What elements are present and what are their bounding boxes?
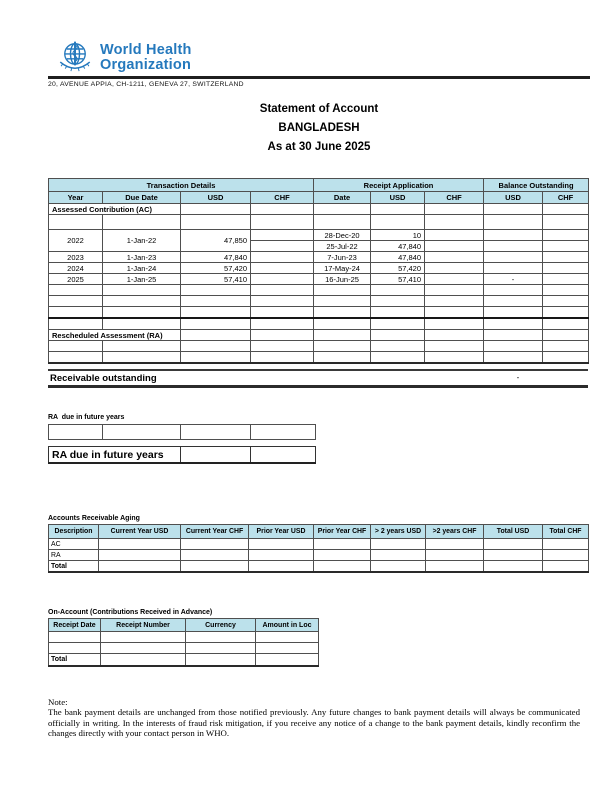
receipt-date-cell: 25-Jul-22 — [314, 241, 371, 252]
cell — [181, 561, 249, 573]
cell — [484, 307, 543, 319]
cell — [543, 296, 589, 307]
cell — [543, 215, 589, 230]
cell — [181, 307, 251, 319]
cell — [101, 654, 186, 667]
statement-table — [48, 178, 589, 364]
cell — [181, 204, 251, 215]
cell — [426, 561, 484, 573]
cell — [484, 204, 543, 215]
cell — [99, 561, 181, 573]
cell — [251, 204, 314, 215]
cell — [256, 643, 319, 654]
cell — [251, 341, 314, 352]
group-header-transaction-details: Transaction Details — [49, 179, 314, 192]
cell — [314, 296, 371, 307]
cell — [181, 550, 249, 561]
cell — [249, 550, 314, 561]
cell — [425, 341, 484, 352]
cell — [49, 215, 103, 230]
col-header-chf: CHF — [425, 192, 484, 204]
cell — [251, 330, 314, 341]
cell — [543, 550, 589, 561]
ra-future-box-row — [49, 447, 316, 464]
note-label: Note: — [48, 697, 68, 707]
cell — [103, 307, 181, 319]
cell — [543, 330, 589, 341]
cell — [251, 274, 314, 285]
cell — [426, 539, 484, 550]
title-line-2: BANGLADESH — [278, 122, 360, 134]
col-header-over2years-chf: >2 years CHF — [426, 525, 484, 539]
cell — [543, 263, 589, 274]
cell — [484, 341, 543, 352]
ar-aging-row-ac — [49, 539, 589, 550]
on-account-header-row — [49, 619, 319, 632]
cell — [425, 241, 484, 252]
data-row-2022a — [49, 230, 589, 241]
empty-row — [49, 318, 589, 330]
cell — [543, 241, 589, 252]
cell — [256, 654, 319, 667]
col-header-prior-year-chf: Prior Year CHF — [314, 525, 371, 539]
section-row-ac — [49, 204, 589, 215]
cell — [426, 550, 484, 561]
cell — [249, 561, 314, 573]
cell — [186, 632, 256, 643]
cell — [484, 296, 543, 307]
due-date-cell: 1-Jan-22 — [103, 230, 181, 252]
cell — [256, 632, 319, 643]
usd-cell: 57,420 — [181, 263, 251, 274]
receivable-outstanding-balance: - — [516, 373, 520, 382]
cell — [181, 352, 251, 364]
cell — [181, 341, 251, 352]
col-header-total-chf: Total CHF — [543, 525, 589, 539]
cell — [371, 296, 425, 307]
data-row-2023 — [49, 252, 589, 263]
year-cell: 2024 — [49, 263, 103, 274]
who-logo-text — [100, 43, 192, 73]
receipt-usd-cell: 10 — [371, 230, 425, 241]
receipt-usd-cell: 57,410 — [371, 274, 425, 285]
cell — [103, 425, 181, 440]
cell — [99, 550, 181, 561]
col-header-date: Date — [314, 192, 371, 204]
on-account-total-row — [49, 654, 319, 667]
cell — [484, 230, 543, 241]
cell — [103, 285, 181, 296]
cell — [371, 215, 425, 230]
row-label-ac: AC — [49, 539, 99, 550]
cell — [484, 550, 543, 561]
year-cell: 2023 — [49, 252, 103, 263]
cell — [49, 632, 101, 643]
group-header-balance-outstanding: Balance Outstanding — [484, 179, 589, 192]
cell — [251, 296, 314, 307]
col-header-year: Year — [49, 192, 103, 204]
cell — [49, 352, 103, 364]
cell — [181, 539, 249, 550]
cell — [49, 307, 103, 319]
receivable-outstanding-bar — [48, 369, 588, 388]
cell — [101, 643, 186, 654]
receipt-usd-cell: 47,840 — [371, 252, 425, 263]
cell — [251, 318, 314, 330]
usd-cell: 57,410 — [181, 274, 251, 285]
title-line-3: As at 30 June 2025 — [267, 141, 371, 153]
ar-aging-title: Accounts Receivable Aging — [48, 515, 140, 522]
column-header-row — [49, 192, 589, 204]
cell — [103, 318, 181, 330]
cell — [251, 252, 314, 263]
cell — [425, 204, 484, 215]
cell — [101, 632, 186, 643]
cell — [484, 285, 543, 296]
due-date-cell: 1-Jan-23 — [103, 252, 181, 263]
cell — [371, 539, 426, 550]
ra-future-small-label: RA due in future years — [48, 414, 125, 421]
on-account-table — [48, 618, 319, 667]
year-cell: 2022 — [49, 230, 103, 252]
data-row-2025 — [49, 274, 589, 285]
col-header-usd: USD — [484, 192, 543, 204]
cell — [186, 643, 256, 654]
cell — [543, 341, 589, 352]
header-divider — [48, 76, 590, 79]
receipt-date-cell: 7-Jun-23 — [314, 252, 371, 263]
col-header-total-usd: Total USD — [484, 525, 543, 539]
cell — [251, 263, 314, 274]
cell — [425, 285, 484, 296]
cell — [425, 274, 484, 285]
cell — [49, 341, 103, 352]
empty-row — [49, 352, 589, 364]
col-header-prior-year-usd: Prior Year USD — [249, 525, 314, 539]
note-text: The bank payment details are unchanged from those notified previously. Any future changes to bank payment details will always be communicated officially in writing. In the interests of fraud risk mitigation, if you receive any notice of a change to the bank payment details, kindly reconfirm the changes directly with your contact person in WHO. — [48, 707, 580, 739]
ra-future-box — [48, 446, 316, 464]
empty-row-thick-bottom — [49, 307, 589, 319]
logo-line-1: World Health — [100, 42, 192, 58]
cell — [314, 204, 371, 215]
row-label-total: Total — [49, 561, 99, 573]
data-row-2024 — [49, 263, 589, 274]
receipt-date-cell: 17-May-24 — [314, 263, 371, 274]
cell — [251, 230, 314, 241]
cell — [425, 215, 484, 230]
who-emblem-icon — [57, 40, 93, 76]
cell — [484, 241, 543, 252]
cell — [425, 318, 484, 330]
cell — [371, 561, 426, 573]
cell — [181, 318, 251, 330]
cell — [425, 296, 484, 307]
col-header-usd: USD — [181, 192, 251, 204]
empty-row — [49, 632, 319, 643]
col-header-chf: CHF — [251, 192, 314, 204]
usd-cell: 47,840 — [181, 252, 251, 263]
ar-aging-row-ra — [49, 550, 589, 561]
due-date-cell: 1-Jan-25 — [103, 274, 181, 285]
cell — [425, 330, 484, 341]
cell — [484, 352, 543, 364]
cell — [371, 352, 425, 364]
section-row-ra — [49, 330, 589, 341]
cell — [543, 307, 589, 319]
balance-usd-cell: - — [484, 274, 543, 285]
cell — [181, 296, 251, 307]
cell — [543, 561, 589, 573]
cell — [251, 447, 316, 464]
col-header-current-year-chf: Current Year CHF — [181, 525, 249, 539]
cell — [314, 318, 371, 330]
cell — [314, 330, 371, 341]
cell — [99, 539, 181, 550]
cell — [181, 285, 251, 296]
cell — [425, 307, 484, 319]
row-label-total: Total — [49, 654, 101, 667]
usd-cell: 47,850 — [181, 230, 251, 252]
cell — [251, 285, 314, 296]
group-header-row — [49, 179, 589, 192]
cell — [543, 539, 589, 550]
empty-row — [49, 643, 319, 654]
cell — [49, 285, 103, 296]
cell — [484, 318, 543, 330]
receivable-outstanding-label: Receivable outstanding — [50, 373, 157, 384]
empty-row — [49, 341, 589, 352]
cell — [314, 561, 371, 573]
col-header-current-year-usd: Current Year USD — [99, 525, 181, 539]
who-address: 20, AVENUE APPIA, CH-1211, GENEVA 27, SWITZERLAND — [48, 81, 244, 88]
note-section — [48, 697, 580, 739]
cell — [181, 447, 251, 464]
row-label-ra: RA — [49, 550, 99, 561]
cell — [314, 352, 371, 364]
ra-future-small-table — [48, 424, 316, 440]
empty-row — [49, 215, 589, 230]
col-header-usd: USD — [371, 192, 425, 204]
cell — [484, 561, 543, 573]
cell — [251, 307, 314, 319]
year-cell: 2025 — [49, 274, 103, 285]
col-header-amount: Amount in Loc — [256, 619, 319, 632]
cell — [251, 241, 314, 252]
cell — [103, 341, 181, 352]
cell — [371, 318, 425, 330]
col-header-receipt-date: Receipt Date — [49, 619, 101, 632]
cell — [181, 330, 251, 341]
due-date-cell: 1-Jan-24 — [103, 263, 181, 274]
cell — [49, 318, 103, 330]
cell — [49, 425, 103, 440]
cell — [543, 274, 589, 285]
receipt-date-cell: 16-Jun-25 — [314, 274, 371, 285]
cell — [249, 539, 314, 550]
cell — [425, 352, 484, 364]
cell — [103, 352, 181, 364]
cell — [484, 215, 543, 230]
cell — [103, 296, 181, 307]
cell — [371, 285, 425, 296]
cell — [543, 352, 589, 364]
section-label-ac: Assessed Contribution (AC) — [49, 204, 181, 215]
cell — [371, 330, 425, 341]
cell — [425, 263, 484, 274]
empty-row — [49, 296, 589, 307]
cell — [371, 307, 425, 319]
col-header-receipt-number: Receipt Number — [101, 619, 186, 632]
cell — [181, 215, 251, 230]
cell — [314, 307, 371, 319]
cell — [314, 285, 371, 296]
cell — [543, 230, 589, 241]
cell — [251, 215, 314, 230]
cell — [484, 263, 543, 274]
cell — [49, 643, 101, 654]
cell — [484, 252, 543, 263]
cell — [543, 204, 589, 215]
cell — [314, 215, 371, 230]
ra-future-box-label: RA due in future years — [49, 447, 181, 464]
col-header-due-date: Due Date — [103, 192, 181, 204]
cell — [425, 252, 484, 263]
section-label-ra: Rescheduled Assessment (RA) — [49, 330, 181, 341]
cell — [181, 425, 251, 440]
cell — [425, 230, 484, 241]
cell — [371, 204, 425, 215]
empty-row — [49, 425, 316, 440]
receipt-usd-cell: 47,840 — [371, 241, 425, 252]
cell — [314, 539, 371, 550]
col-header-chf: CHF — [543, 192, 589, 204]
logo-line-2: Organization — [100, 57, 192, 73]
col-header-currency: Currency — [186, 619, 256, 632]
title-line-1: Statement of Account — [259, 103, 379, 115]
cell — [251, 425, 316, 440]
cell — [251, 352, 314, 364]
receipt-date-cell: 28-Dec-20 — [314, 230, 371, 241]
document-title — [48, 100, 590, 157]
cell — [484, 539, 543, 550]
ar-aging-table — [48, 524, 589, 573]
cell — [543, 285, 589, 296]
cell — [543, 252, 589, 263]
group-header-receipt-application: Receipt Application — [314, 179, 484, 192]
cell — [49, 296, 103, 307]
cell — [543, 318, 589, 330]
cell — [371, 341, 425, 352]
empty-row — [49, 285, 589, 296]
receipt-usd-cell: 57,420 — [371, 263, 425, 274]
col-header-over2years-usd: > 2 years USD — [371, 525, 426, 539]
cell — [371, 550, 426, 561]
ar-aging-header-row — [49, 525, 589, 539]
cell — [314, 550, 371, 561]
col-header-description: Description — [49, 525, 99, 539]
cell — [484, 330, 543, 341]
cell — [314, 341, 371, 352]
cell — [103, 215, 181, 230]
on-account-title: On-Account (Contributions Received in Advance) — [48, 609, 213, 616]
ar-aging-row-total — [49, 561, 589, 573]
cell — [186, 654, 256, 667]
